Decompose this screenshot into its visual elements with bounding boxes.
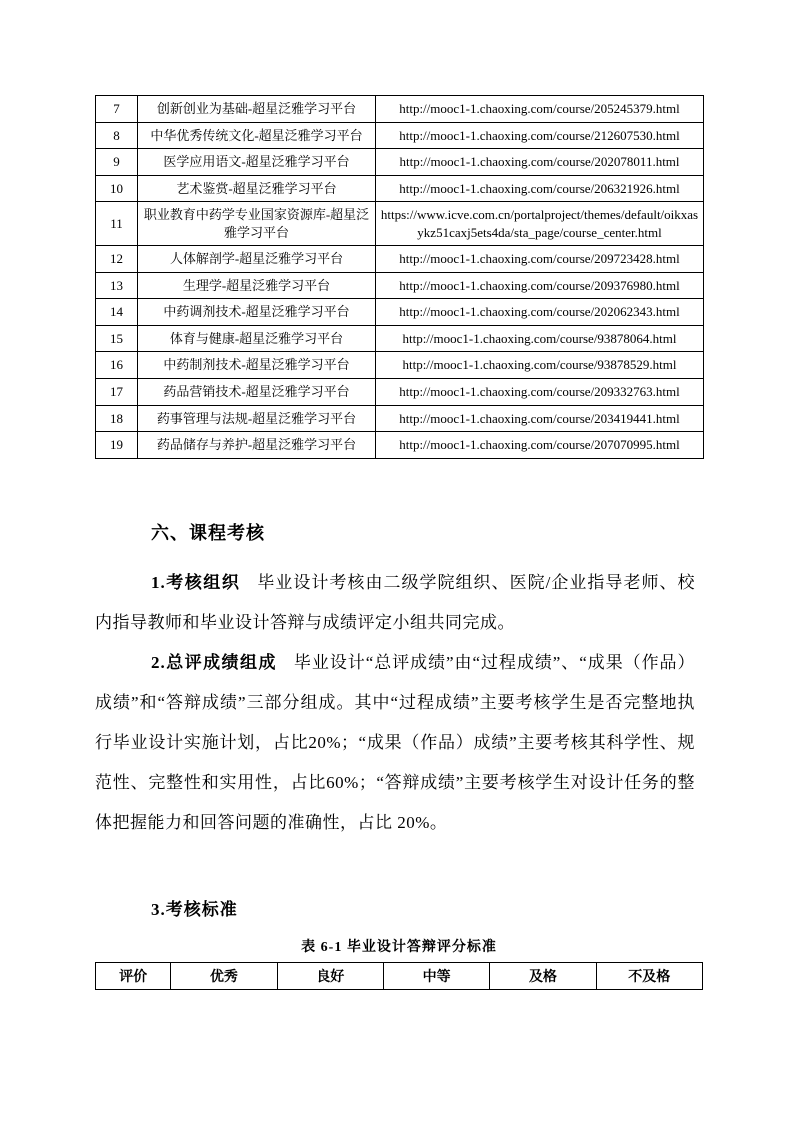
course-url: http://mooc1-1.chaoxing.com/course/209376980.html bbox=[376, 272, 704, 299]
course-table-row bbox=[96, 175, 704, 202]
course-name: 人体解剖学-超星泛雅学习平台 bbox=[138, 246, 376, 273]
course-row-number: 12 bbox=[96, 246, 138, 273]
section-heading: 六、课程考核 bbox=[151, 522, 265, 543]
course-name: 体育与健康-超星泛雅学习平台 bbox=[138, 325, 376, 352]
course-url: http://mooc1-1.chaoxing.com/course/93878064.html bbox=[376, 325, 704, 352]
course-row-number: 9 bbox=[96, 149, 138, 176]
subsection-heading: 3.考核标准 bbox=[151, 899, 238, 919]
score-table-caption: 表 6-1 毕业设计答辩评分标准 bbox=[301, 939, 497, 955]
course-url: http://mooc1-1.chaoxing.com/course/205245379.html bbox=[376, 96, 704, 123]
course-table-row bbox=[96, 272, 704, 299]
course-url: http://mooc1-1.chaoxing.com/course/209332763.html bbox=[376, 379, 704, 406]
score-table bbox=[95, 962, 703, 990]
course-url: http://mooc1-1.chaoxing.com/course/209723428.html bbox=[376, 246, 704, 273]
score-table-head bbox=[96, 962, 703, 989]
course-table-row bbox=[96, 405, 704, 432]
course-name: 创新创业为基础-超星泛雅学习平台 bbox=[138, 96, 376, 123]
course-url: http://mooc1-1.chaoxing.com/course/212607530.html bbox=[376, 122, 704, 149]
course-url: http://mooc1-1.chaoxing.com/course/93878529.html bbox=[376, 352, 704, 379]
score-table-header-row bbox=[96, 962, 703, 989]
course-row-number: 8 bbox=[96, 122, 138, 149]
course-table-row bbox=[96, 325, 704, 352]
paragraph-lead: 2.总评成绩组成 bbox=[151, 652, 277, 672]
paragraph-text: 毕业设计考核由二级学院组织、医院/企业指导老师、校内指导教师和毕业设计答辩与成绩评定小组共同完成。 bbox=[95, 572, 695, 632]
course-name: 生理学-超星泛雅学习平台 bbox=[138, 272, 376, 299]
course-row-number: 15 bbox=[96, 325, 138, 352]
course-table-body bbox=[96, 96, 704, 459]
course-name: 中药制剂技术-超星泛雅学习平台 bbox=[138, 352, 376, 379]
course-url: http://mooc1-1.chaoxing.com/course/206321926.html bbox=[376, 175, 704, 202]
section-body bbox=[95, 563, 695, 843]
course-url: http://mooc1-1.chaoxing.com/course/202078011.html bbox=[376, 149, 704, 176]
score-table-header-cell: 不及格 bbox=[596, 962, 702, 989]
course-name: 药品营销技术-超星泛雅学习平台 bbox=[138, 379, 376, 406]
course-row-number: 17 bbox=[96, 379, 138, 406]
course-table-row bbox=[96, 96, 704, 123]
course-url: http://mooc1-1.chaoxing.com/course/202062343.html bbox=[376, 299, 704, 326]
course-table-row bbox=[96, 299, 704, 326]
score-table-header-cell: 评价 bbox=[96, 962, 171, 989]
course-row-number: 19 bbox=[96, 432, 138, 459]
course-name: 药事管理与法规-超星泛雅学习平台 bbox=[138, 405, 376, 432]
course-table-row bbox=[96, 149, 704, 176]
body-paragraph bbox=[95, 563, 695, 643]
course-table-row bbox=[96, 379, 704, 406]
course-name: 职业教育中药学专业国家资源库-超星泛雅学习平台 bbox=[138, 202, 376, 246]
course-row-number: 18 bbox=[96, 405, 138, 432]
course-row-number: 13 bbox=[96, 272, 138, 299]
course-table-row bbox=[96, 202, 704, 246]
course-row-number: 14 bbox=[96, 299, 138, 326]
score-table-header-cell: 优秀 bbox=[171, 962, 277, 989]
course-url: http://mooc1-1.chaoxing.com/course/207070995.html bbox=[376, 432, 704, 459]
paragraph-text: 毕业设计“总评成绩”由“过程成绩”、“成果（作品）成绩”和“答辩成绩”三部分组成。其中“过程成绩”主要考核学生是否完整地执行毕业设计实施计划，占比20%；“成果（作品）成绩”主要考核其科学性、规范性、完整性和实用性，占比60%；“答辩成绩”主要考核学生对设计任务的整体把握能力和回答问题的准确性，占比 20%。 bbox=[95, 652, 695, 832]
score-table-header-cell: 良好 bbox=[277, 962, 383, 989]
score-table-header-cell: 及格 bbox=[490, 962, 596, 989]
paragraph-lead: 1.考核组织 bbox=[151, 572, 241, 592]
course-name: 艺术鉴赏-超星泛雅学习平台 bbox=[138, 175, 376, 202]
course-url: https://www.icve.com.cn/portalproject/themes/default/oikxasykz51caxj5ets4da/sta_page/course_center.html bbox=[376, 202, 704, 246]
course-name: 药品储存与养护-超星泛雅学习平台 bbox=[138, 432, 376, 459]
body-paragraph bbox=[95, 643, 695, 843]
course-url: http://mooc1-1.chaoxing.com/course/203419441.html bbox=[376, 405, 704, 432]
course-links-table bbox=[95, 95, 704, 459]
course-name: 中药调剂技术-超星泛雅学习平台 bbox=[138, 299, 376, 326]
course-row-number: 7 bbox=[96, 96, 138, 123]
course-name: 医学应用语文-超星泛雅学习平台 bbox=[138, 149, 376, 176]
course-row-number: 11 bbox=[96, 202, 138, 246]
course-table-row bbox=[96, 122, 704, 149]
course-row-number: 10 bbox=[96, 175, 138, 202]
course-table-row bbox=[96, 246, 704, 273]
course-table-row bbox=[96, 352, 704, 379]
course-row-number: 16 bbox=[96, 352, 138, 379]
course-name: 中华优秀传统文化-超星泛雅学习平台 bbox=[138, 122, 376, 149]
course-table-row bbox=[96, 432, 704, 459]
score-table-header-cell: 中等 bbox=[383, 962, 489, 989]
